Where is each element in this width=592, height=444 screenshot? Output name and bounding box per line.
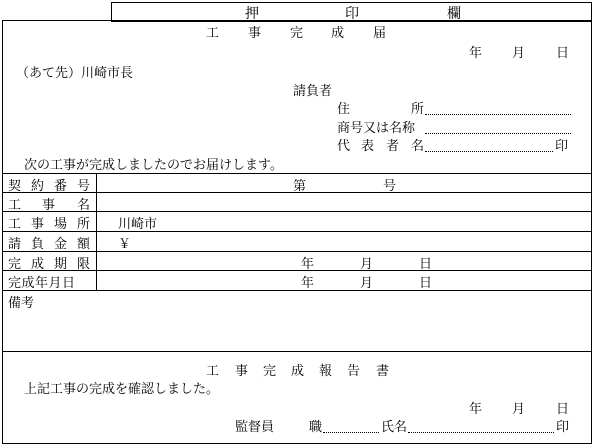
completed-label: 完成年月日: [8, 276, 76, 291]
contractor-heading: 請負者: [293, 84, 333, 99]
representative-label-2: 表: [361, 139, 375, 154]
contract-no-suffix: 号: [383, 179, 397, 194]
representative-field[interactable]: [425, 151, 553, 152]
deadline-month: 月: [360, 257, 374, 272]
post-field[interactable]: [323, 432, 379, 433]
completed-day: 日: [419, 276, 433, 291]
supervisor-label: 監督員: [235, 420, 275, 435]
contract-no-field[interactable]: [97, 174, 591, 192]
statement: 次の工事が完成しましたのでお届けします。: [24, 158, 283, 173]
amount-value[interactable]: ￥: [118, 237, 132, 252]
work-name-field[interactable]: [97, 193, 591, 211]
report-date-day: 日: [556, 402, 570, 417]
report-seal-mark: 印: [556, 420, 570, 435]
address-label-2: 所: [411, 102, 425, 117]
seal-mark: 印: [555, 139, 569, 154]
address-field[interactable]: [425, 114, 571, 115]
completed-year: 年: [301, 276, 315, 291]
date-year: 年: [469, 46, 483, 61]
company-field[interactable]: [425, 133, 571, 134]
company-label: 商号又は名称: [337, 121, 416, 136]
representative-label-1: 代: [337, 139, 351, 154]
representative-label-4: 名: [411, 139, 425, 154]
address-label-1: 住: [337, 102, 351, 117]
remarks-bottom: [2, 351, 592, 352]
report-date-year: 年: [469, 402, 483, 417]
addressee: （あて先）川崎市長: [16, 66, 134, 81]
date-day: 日: [556, 46, 570, 61]
stamp-label-3: 欄: [447, 6, 461, 22]
report-date-month: 月: [512, 402, 526, 417]
stamp-label-1: 押: [245, 6, 259, 22]
representative-label-3: 者: [386, 139, 400, 154]
post-label: 職: [309, 420, 323, 435]
completed-month: 月: [360, 276, 374, 291]
contract-no-prefix: 第: [293, 179, 307, 194]
name-field[interactable]: [408, 432, 554, 433]
deadline-day: 日: [419, 257, 433, 272]
date-month: 月: [512, 46, 526, 61]
report-statement: 上記工事の完成を確認しました。: [24, 382, 220, 397]
stamp-label-2: 印: [345, 6, 359, 22]
deadline-year: 年: [301, 257, 315, 272]
work-place-value[interactable]: 川崎市: [118, 217, 158, 232]
name-label: 氏名: [381, 420, 408, 435]
remarks-label: 備考: [8, 296, 35, 311]
remarks-field[interactable]: [3, 310, 591, 350]
